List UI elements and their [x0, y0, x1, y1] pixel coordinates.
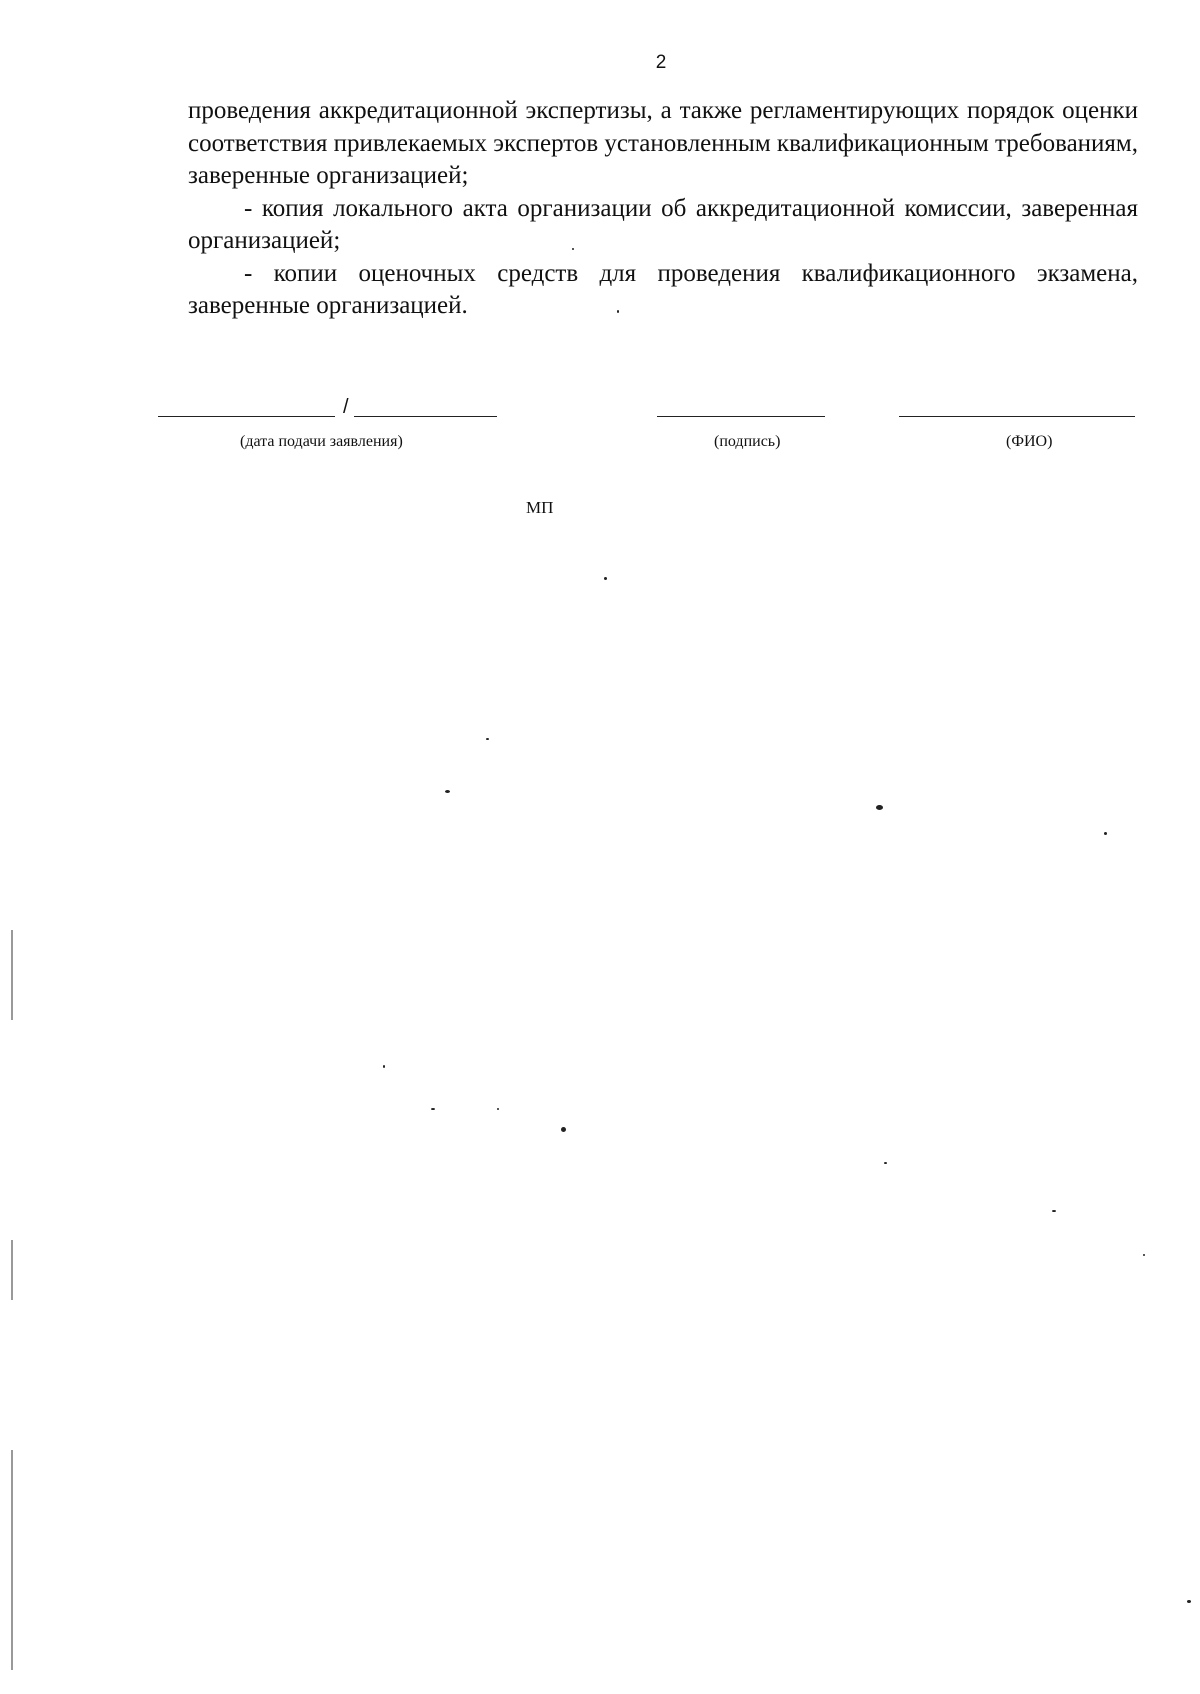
date-separator: / [343, 396, 349, 418]
scan-speck [383, 1065, 385, 1068]
scan-speck [1187, 1600, 1191, 1603]
scan-edge-mark [11, 1450, 13, 1670]
scan-speck [497, 1108, 499, 1110]
scan-speck [1052, 1210, 1056, 1212]
scan-speck [431, 1108, 435, 1110]
signature-caption: (подпись) [714, 433, 781, 450]
name-line [899, 416, 1135, 417]
scan-speck [617, 310, 619, 313]
name-caption: (ФИО) [1006, 433, 1053, 450]
scan-speck [604, 577, 607, 580]
paragraph-continuation: проведения аккредитационной экспертизы, а также регламентирующих порядок оценки соответствия привлекаемых экспертов установленным квалификационным требованиям, заверенные организацией; [188, 97, 1138, 189]
stamp-label: МП [526, 498, 554, 517]
scan-edge-mark [11, 1240, 13, 1300]
scan-speck [1104, 832, 1107, 835]
paragraph-local-act: - копия локального акта организации об аккредитационной комиссии, заверенная организацией; [188, 194, 1138, 254]
date-caption: (дата подачи заявления) [240, 433, 403, 450]
scan-speck [884, 1162, 887, 1164]
paragraph-assessment-tools: - копии оценочных средств для проведения квалификационного экзамена, заверенные организацией. [188, 259, 1138, 319]
body-text [188, 95, 1138, 323]
signature-line [657, 416, 825, 417]
scan-speck [1143, 1254, 1145, 1256]
scan-speck [445, 790, 450, 793]
date-line-left [158, 416, 335, 417]
page-number: 2 [655, 52, 667, 73]
date-line-right [354, 416, 497, 417]
scan-speck [876, 805, 883, 810]
scan-speck [572, 248, 574, 250]
scan-edge-mark [11, 930, 13, 1020]
scan-speck [486, 738, 489, 740]
scan-speck [561, 1127, 566, 1132]
